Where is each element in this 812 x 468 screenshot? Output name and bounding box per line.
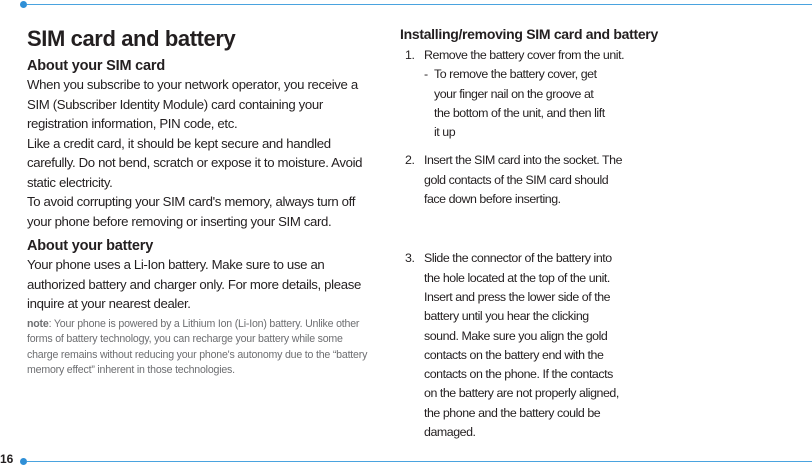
step-2-number: 2. <box>405 153 415 168</box>
sim-heading: About your SIM card <box>27 58 165 74</box>
sim-paragraph-3: To avoid corrupting your SIM card's memory, always turn off your phone before removing or inserting your SIM card. <box>27 194 356 229</box>
step-1-number: 1. <box>405 48 415 62</box>
step-3-text: Slide the connector of the battery into the hole located at the top of the unit. Insert and press the lower side of the battery until you hear the clicking sound. Make sure you align the gold contacts on the battery end with the contacts on the phone. If the contacts on the battery are not properly aligned, the phone and the battery could be damaged. <box>424 251 619 440</box>
sim-paragraph-1: When you subscribe to your network operator, you receive a SIM (Subscriber Identity Module) card containing your registration information, PIN code, etc. <box>27 77 358 131</box>
battery-heading: About your battery <box>27 238 154 254</box>
step-1-text: Remove the battery cover from the unit. <box>424 48 625 62</box>
step-2-text: Insert the SIM card into the socket. The gold contacts of the SIM card should face down before inserting. <box>424 153 623 207</box>
step-1-substep <box>424 65 634 142</box>
page-title: SIM card and battery <box>27 26 236 51</box>
battery-note <box>27 317 372 379</box>
right-column <box>399 25 669 442</box>
step-1-sub-text: To remove the battery cover, get your finger nail on the groove at the bottom of the unit, and then lift it up <box>434 67 605 140</box>
bottom-rule <box>27 461 812 462</box>
step-1-sub-dash: - <box>424 67 428 82</box>
install-heading: Installing/removing SIM card and battery <box>400 26 658 42</box>
step-3-number: 3. <box>405 251 415 266</box>
step-2 <box>399 151 634 209</box>
step-3 <box>399 249 634 442</box>
top-rule <box>27 4 812 5</box>
bottom-rule-dot <box>20 458 27 465</box>
note-label: note <box>27 317 49 330</box>
top-rule-dot <box>20 1 27 8</box>
note-text: : Your phone is powered by a Lithium Ion (Li-Ion) battery. Unlike other forms of battery technology, you can recharge your battery while some charge remains without reducing your phone's autonomy due to the “battery memory effect” inherent in those technologies. <box>27 317 368 376</box>
sim-paragraph-2: Like a credit card, it should be kept secure and handled carefully. Do not bend, scratch or expose it to moisture. Avoid static electricity. <box>27 135 363 190</box>
page-number: 16 <box>0 452 14 466</box>
step-1 <box>399 46 634 142</box>
battery-paragraph: Your phone uses a Li-Ion battery. Make sure to use an authorized battery and charger only. For more details, please inquire at your nearest dealer. <box>27 257 361 311</box>
left-column <box>27 24 372 379</box>
